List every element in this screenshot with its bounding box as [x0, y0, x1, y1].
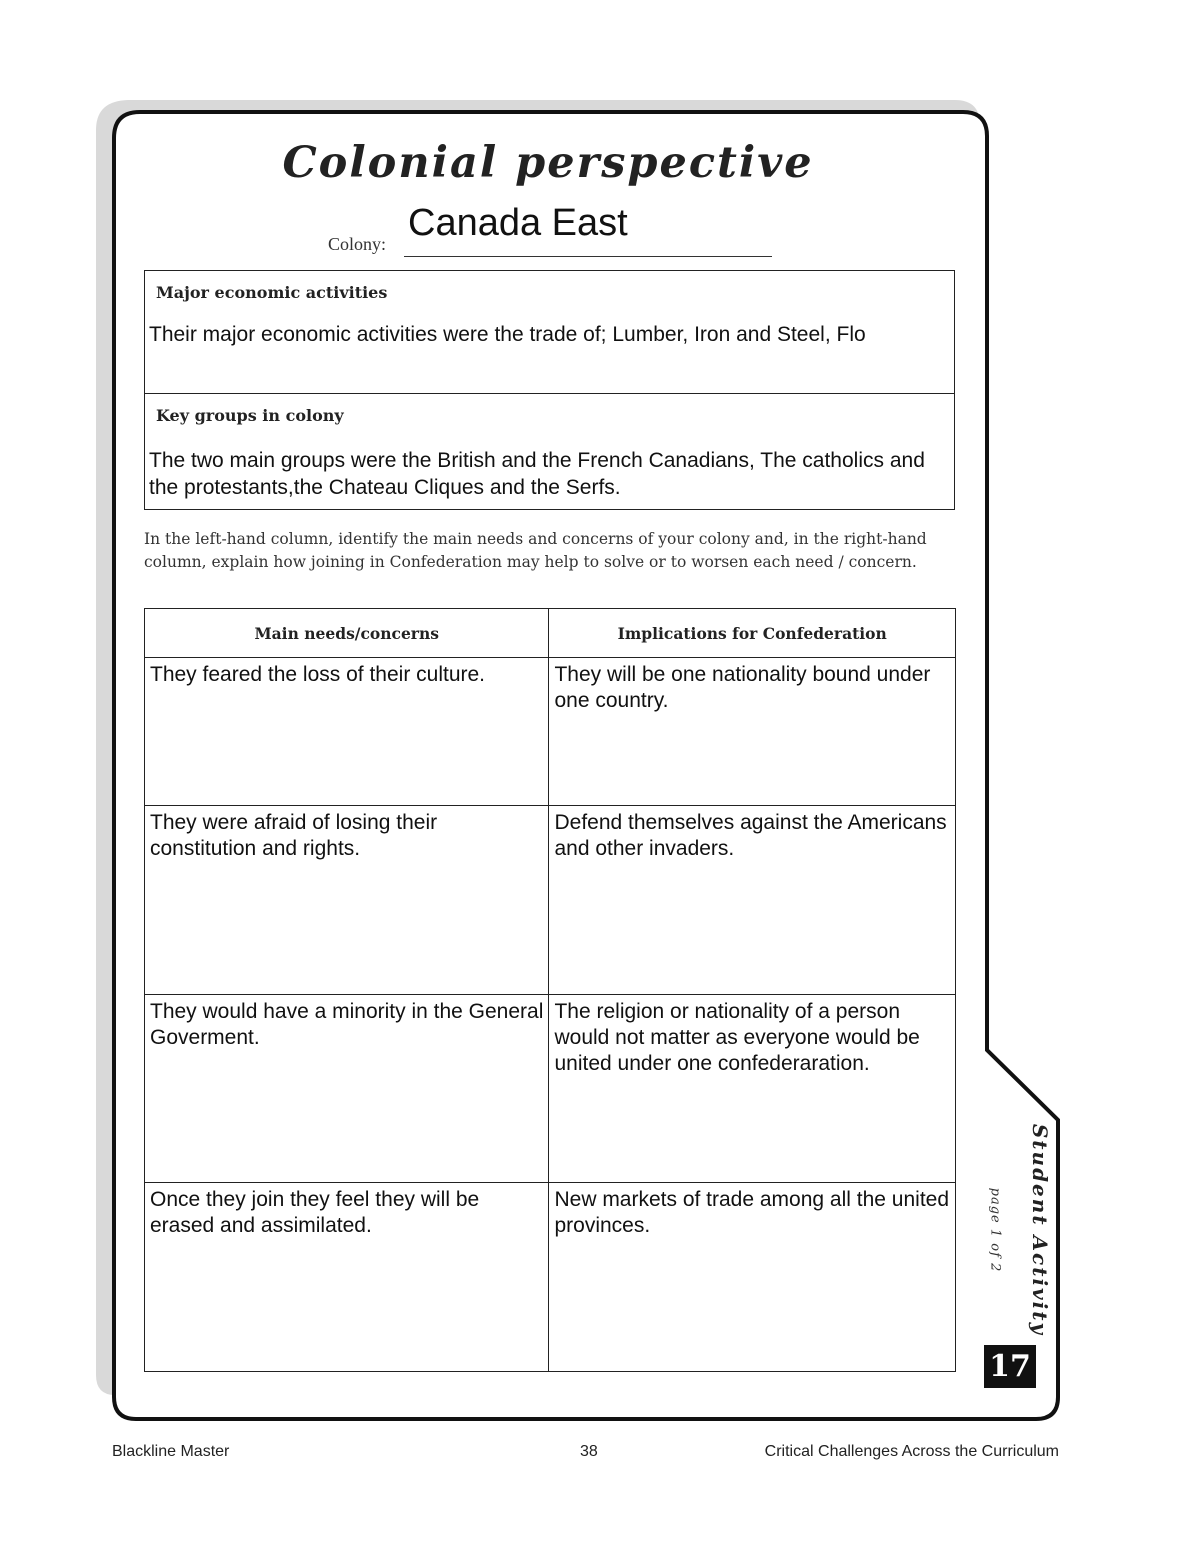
header-implications: Implications for Confederation [549, 609, 956, 658]
need-cell[interactable]: Once they join they feel they will be erased and assimilated. [145, 1183, 549, 1372]
footer-right: Critical Challenges Across the Curriculum [764, 1443, 1059, 1460]
need-cell[interactable]: They feared the loss of their culture. [145, 658, 549, 806]
need-cell[interactable]: They were afraid of losing their constitution and rights. [145, 806, 549, 995]
implication-cell[interactable]: New markets of trade among all the united provinces. [549, 1183, 956, 1372]
colony-label: Colony: [328, 234, 387, 254]
activity-number-badge: 17 [984, 1345, 1036, 1388]
implication-cell[interactable]: The religion or nationality of a person would not matter as everyone would be united under one confederaration. [549, 995, 956, 1183]
key-groups-box[interactable] [144, 393, 955, 510]
needs-table [144, 608, 956, 1372]
table-header-row [145, 609, 956, 658]
colony-field[interactable] [328, 200, 778, 260]
footer-page-number: 38 [580, 1443, 598, 1460]
need-cell[interactable]: They would have a minority in the General Goverment. [145, 995, 549, 1183]
key-groups-text[interactable]: The two main groups were the British and the French Canadians, The catholics and the protestants,the Chateau Cliques and the Serfs. [149, 449, 925, 499]
table-row [145, 1183, 956, 1372]
table-row [145, 995, 956, 1183]
instructions-text: In the left-hand column, identify the main needs and concerns of your colony and, in the right-hand column, explain how joining in Confederation may help to solve or to worsen each need / concern. [144, 530, 927, 571]
key-groups-label: Key groups in colony [156, 406, 344, 425]
student-activity-label: Student Activity [1028, 1123, 1052, 1337]
colony-value[interactable]: Canada East [408, 202, 628, 244]
table-row [145, 806, 956, 995]
header-main-needs: Main needs/concerns [145, 609, 549, 658]
economic-activities-label: Major economic activities [156, 283, 388, 302]
implication-cell[interactable]: Defend themselves against the Americans and other invaders. [549, 806, 956, 995]
page-indicator: page 1 of 2 [987, 1187, 1003, 1273]
implication-cell[interactable]: They will be one nationality bound under one country. [549, 658, 956, 806]
colony-underline [404, 256, 772, 257]
economic-activities-box[interactable] [144, 270, 955, 394]
economic-activities-text[interactable]: Their major economic activities were the trade of; Lumber, Iron and Steel, Flo [149, 323, 866, 346]
footer-left: Blackline Master [112, 1443, 230, 1460]
table-row [145, 658, 956, 806]
worksheet-title: Colonial perspective [282, 138, 814, 188]
